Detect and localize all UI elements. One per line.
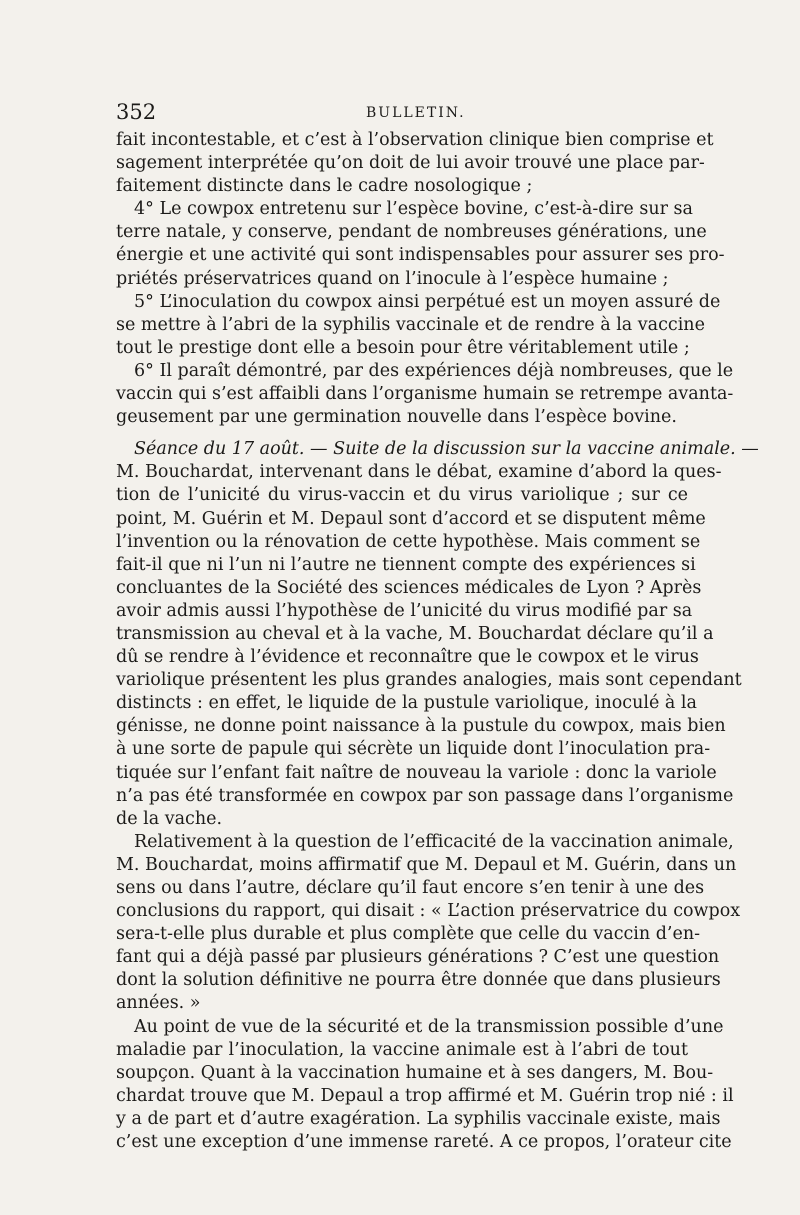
text-line: énergie et une activité qui sont indispensables pour assurer ses pro- [116, 245, 725, 266]
body-text [116, 129, 759, 1154]
text-line: terre natale, y conserve, pendant de nombreuses générations, une [116, 222, 707, 243]
text-line: fant qui a déjà passé par plusieurs générations ? C’est une question [116, 947, 720, 968]
text-line: n’a pas été transformée en cowpox par son passage dans l’organisme [116, 785, 734, 806]
text-line: sagement interprétée qu’on doit de lui avoir trouvé une place par- [116, 153, 705, 174]
text-line: distincts : en effet, le liquide de la pustule variolique, inoculé à la [116, 693, 697, 714]
text-line: 5° L’inoculation du cowpox ainsi perpétué est un moyen assuré de [134, 291, 721, 312]
text-line: fait-il que ni l’un ni l’autre ne tiennent compte des expériences si [116, 554, 696, 575]
text-line: soupçon. Quant à la vaccination humaine et à ses dangers, M. Bou- [116, 1062, 714, 1083]
text-line: dont la solution définitive ne pourra être donnée que dans plusieurs [116, 970, 721, 991]
text-line: 6° Il paraît démontré, par des expériences déjà nombreuses, que le [134, 360, 734, 381]
page-number: 352 [116, 100, 157, 124]
text-line: tion de l’unicité du virus-vaccin et du virus variolique ; sur ce [116, 485, 688, 506]
text-line: chardat trouve que M. Depaul a trop affirmé et M. Guérin trop nié : il [116, 1085, 734, 1106]
text-line: maladie par l’inoculation, la vaccine animale est à l’abri de tout [116, 1039, 688, 1060]
text-line: Relativement à la question de l’efficacité de la vaccination animale, [134, 831, 734, 852]
text-line: tout le prestige dont elle a besoin pour être véritablement utile ; [116, 337, 690, 358]
text-line: avoir admis aussi l’hypothèse de l’unicité du virus modifié par sa [116, 600, 693, 621]
text-line: conclusions du rapport, qui disait : « L’action préservatrice du cowpox [116, 901, 741, 922]
text-line: geusement par une germination nouvelle dans l’espèce bovine. [116, 407, 677, 428]
text-line: 4° Le cowpox entretenu sur l’espèce bovine, c’est-à-dire sur sa [134, 199, 693, 220]
text-line: se mettre à l’abri de la syphilis vaccinale et de rendre à la vaccine [116, 314, 705, 335]
text-line: l’invention ou la rénovation de cette hypothèse. Mais comment se [116, 531, 701, 552]
running-title: BULLETIN. [366, 105, 466, 121]
text-line: variolique présentent les plus grandes analogies, mais sont cependant [116, 670, 742, 691]
text-line: y a de part et d’autre exagération. La syphilis vaccinale existe, mais [116, 1108, 721, 1129]
text-line: concluantes de la Société des sciences médicales de Lyon ? Après [116, 577, 702, 598]
text-line: sera-t-elle plus durable et plus complète que celle du vaccin d’en- [116, 924, 701, 945]
text-line: génisse, ne donne point naissance à la pustule du cowpox, mais bien [116, 716, 726, 737]
page-header [116, 100, 686, 128]
text-line: fait incontestable, et c’est à l’observation clinique bien comprise et [116, 130, 714, 150]
text-line: dû se rendre à l’évidence et reconnaître que le cowpox et le virus [116, 647, 699, 668]
text-line: sens ou dans l’autre, déclare qu’il faut encore s’en tenir à une des [116, 878, 705, 898]
text-line: priétés préservatrices quand on l’inocule à l’espèce humaine ; [116, 268, 669, 289]
session-heading: Séance du 17 août. — Suite de la discussion sur la vaccine animale. — [134, 439, 759, 460]
text-line: faitement distincte dans le cadre nosologique ; [116, 176, 533, 197]
text-line: transmission au cheval et à la vache, M. Bouchardat déclare qu’il a [116, 623, 714, 644]
text-line: M. Bouchardat, intervenant dans le débat, examine d’abord la ques- [116, 462, 722, 483]
text-line: à une sorte de papule qui sécrète un liquide dont l’inoculation pra- [116, 739, 711, 760]
section-gap [116, 429, 688, 438]
text-line: années. » [116, 993, 201, 1014]
text-line: vaccin qui s’est affaibli dans l’organisme humain se retrempe avanta- [116, 384, 734, 405]
text-line: Au point de vue de la sécurité et de la transmission possible d’une [134, 1016, 724, 1037]
text-line: de la vache. [116, 808, 223, 829]
text-line: tiquée sur l’enfant fait naître de nouveau la variole : donc la variole [116, 762, 717, 783]
text-line: point, M. Guérin et M. Depaul sont d’accord et se disputent même [116, 508, 706, 529]
text-line: M. Bouchardat, moins affirmatif que M. Depaul et M. Guérin, dans un [116, 854, 737, 875]
text-line: c’est une exception d’une immense rareté. A ce propos, l’orateur cite [116, 1132, 732, 1153]
